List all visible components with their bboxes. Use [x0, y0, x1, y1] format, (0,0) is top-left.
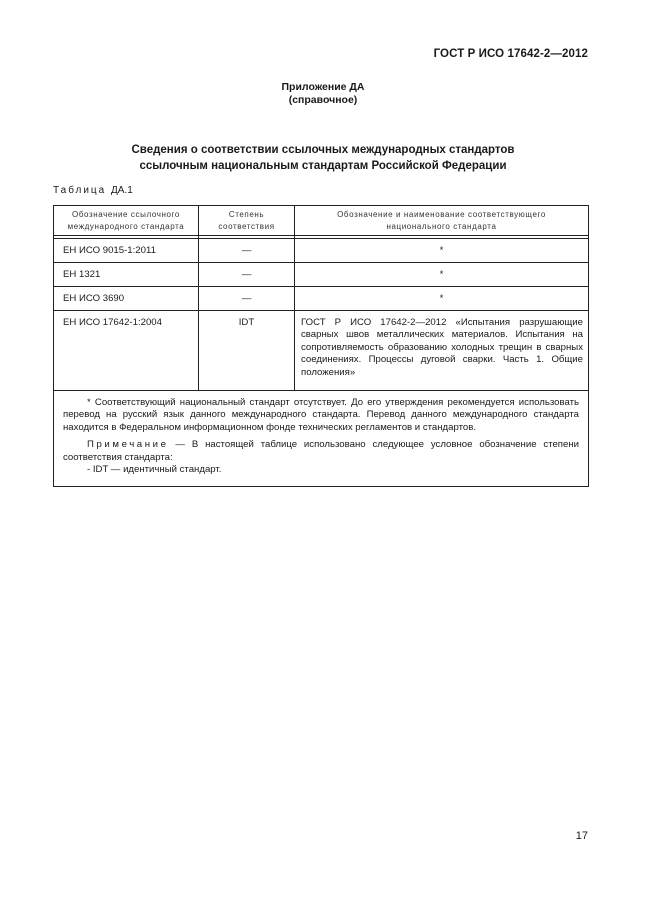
- note-label: Примечание: [87, 439, 169, 451]
- section-heading: [0, 143, 646, 174]
- section-heading-line-1: Сведения о соответствии ссылочных международных стандартов: [131, 144, 515, 156]
- table-caption-number: ДА.1: [111, 185, 133, 196]
- table-row: [54, 239, 589, 263]
- section-heading-line-2: ссылочным национальным стандартам Российской Федерации: [139, 159, 507, 172]
- ref-text: ЕН ИСО 3690: [63, 293, 125, 304]
- ref-text: ЕН 1321: [63, 269, 101, 280]
- table-caption-word: Таблица: [53, 185, 107, 196]
- degree-cell: [199, 263, 295, 287]
- header-line: международного стандарта: [67, 222, 185, 231]
- degree-text: —: [241, 269, 252, 280]
- degree-text: IDT: [238, 317, 255, 328]
- annex-title: Приложение ДА: [281, 81, 365, 93]
- ref-cell: [54, 287, 199, 311]
- national-cell: [295, 263, 589, 287]
- national-cell: ГОСТ Р ИСО 17642-2—2012 «Испытания разрушающие сварных швов металлических материалов. Испытания на сопротивляемость образованию холодных трещин в сварных соединениях. Процессы дуговой сварки. Часть 1. Общие положения»: [295, 311, 589, 391]
- national-text: *: [439, 245, 444, 256]
- header-line: национального стандарта: [386, 222, 497, 231]
- table-caption: [53, 185, 133, 196]
- header-national-standard: [295, 206, 589, 236]
- header-degree: [199, 206, 295, 236]
- national-cell: [295, 287, 589, 311]
- header-international-standard: [54, 206, 199, 236]
- note-text: — В настоящей таблице использовано следующее условное обозначение степени соответствия стандарта:: [63, 439, 579, 463]
- table-row: [54, 263, 589, 287]
- header-line: соответствия: [218, 222, 275, 231]
- ref-text: ЕН ИСО 9015-1:2011: [63, 245, 156, 256]
- national-text: *: [439, 269, 444, 280]
- note-item: - IDT — идентичный стандарт.: [87, 464, 222, 476]
- degree-cell: [199, 311, 295, 391]
- table-footer-row: [54, 391, 589, 487]
- ref-text: ЕН ИСО 17642-1:2004: [63, 317, 162, 328]
- national-text: *: [439, 293, 444, 304]
- ref-cell: [54, 239, 199, 263]
- ref-cell: [54, 311, 199, 391]
- table-header-row: [54, 206, 589, 236]
- annex-subtitle: (справочное): [288, 94, 358, 106]
- table-row: [54, 311, 589, 391]
- degree-cell: [199, 239, 295, 263]
- table-row: [54, 287, 589, 311]
- table-footer: [54, 391, 589, 487]
- ref-cell: [54, 263, 199, 287]
- header-line: Обозначение ссылочного: [72, 210, 180, 219]
- degree-text: —: [241, 245, 252, 256]
- footnote: * Соответствующий национальный стандарт отсутствует. До его утверждения рекомендуется использовать перевод на русский язык данного международного стандарта. Перевод данного международного стандарта находится в Федеральном информационном фонде технических регламентов и стандартов.: [63, 397, 579, 433]
- page-number: 17: [575, 830, 588, 842]
- header-line: Обозначение и наименование соответствующего: [337, 210, 546, 219]
- note: [63, 439, 579, 464]
- correspondence-table: [53, 205, 589, 487]
- degree-cell: [199, 287, 295, 311]
- degree-text: —: [241, 293, 252, 304]
- national-cell: [295, 239, 589, 263]
- header-line: Степень: [228, 210, 265, 219]
- document-code: ГОСТ Р ИСО 17642-2—2012: [433, 48, 588, 60]
